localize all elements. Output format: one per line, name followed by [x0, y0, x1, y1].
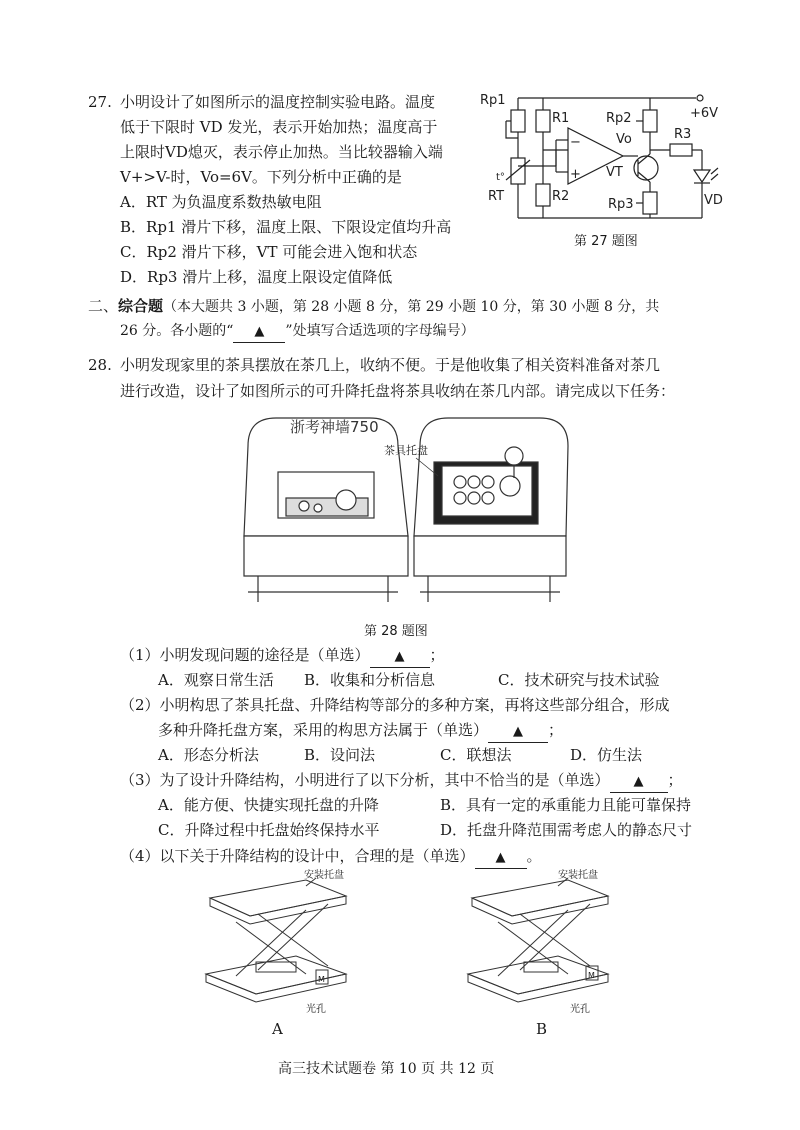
- label-r3: R3: [674, 127, 692, 142]
- label-rp2: Rp2: [606, 111, 632, 126]
- q28-sub1-option-a: A．观察日常生活: [158, 671, 274, 689]
- q28-sub2-stem-line-1: （2）小明构思了茶具托盘、升降结构等部分的多种方案，再将这些部分组合，形成: [120, 696, 670, 714]
- label-vcc: +6V: [690, 106, 719, 121]
- lift-mechanism-a: [196, 866, 356, 1014]
- q28-number: 28.: [88, 356, 112, 374]
- section-number: 二、: [88, 297, 119, 315]
- q28-sub4-stem: （4）以下关于升降结构的设计中，合理的是（单选） ▲ 。: [120, 846, 542, 869]
- label-minus: −: [570, 135, 581, 150]
- q28-sub3-option-c: C．升降过程中托盘始终保持水平: [158, 821, 380, 839]
- q27-stem-line-2: 低于下限时 VD 发光，表示开始加热；温度高于: [120, 118, 438, 136]
- label-rp3: Rp3: [608, 197, 634, 212]
- figure-watermark: 浙考神墙750: [290, 418, 379, 436]
- q27-stem-line-1: 小明设计了如图所示的温度控制实验电路。温度: [120, 93, 436, 111]
- q28-stem-line-2: 进行改造，设计了如图所示的可升降托盘将茶具收纳在茶几内部。请完成以下任务：: [120, 382, 676, 400]
- q28-figure-caption: 第 28 题图: [364, 624, 428, 639]
- q28-sub2-stem-line-2: 多种升降托盘方案，采用的构思方法属于（单选） ▲ ；: [158, 720, 563, 743]
- label-hole-b: 光孔: [570, 1004, 590, 1014]
- label-r2: R2: [552, 189, 570, 204]
- label-vo: Vo: [616, 132, 632, 147]
- q28-tea-table-figure: [238, 406, 570, 614]
- section-title: 综合题: [118, 297, 164, 315]
- label-motor-a: M: [318, 975, 325, 984]
- q28-sub3-option-d: D．托盘升降范围需考虑人的静态尺寸: [440, 821, 693, 839]
- q27-option-c: C．Rp2 滑片下移，VT 可能会进入饱和状态: [120, 243, 418, 261]
- lift-option-b: B: [536, 1020, 548, 1038]
- lift-option-a: A: [272, 1020, 283, 1038]
- q28-sub1-option-c: C．技术研究与技术试验: [498, 671, 660, 689]
- q27-circuit-diagram: [478, 88, 738, 228]
- label-vt: VT: [606, 165, 623, 180]
- label-t: t°: [496, 172, 505, 183]
- q28-sub3-option-a: A．能方便、快捷实现托盘的升降: [158, 796, 379, 814]
- label-install-tray-a: 安装托盘: [304, 870, 344, 881]
- lift-mechanism-b: [458, 866, 618, 1014]
- label-rt: RT: [488, 189, 505, 204]
- q27-stem-line-3: 上限时VD熄灭，表示停止加热。当比较器输入端: [120, 143, 443, 161]
- section-blank-mark: ▲: [233, 322, 285, 343]
- q28-sub2-option-b: B．设问法: [304, 746, 376, 764]
- section-heading-line-2: 26 分。各小题的“ ▲ ”处填写合适选项的字母编号）: [120, 321, 475, 343]
- q28-sub2-option-c: C．联想法: [440, 746, 512, 764]
- q28-sub1-stem: （1）小明发现问题的途径是（单选） ▲ ；: [120, 645, 445, 668]
- q27-option-a: A．RT 为负温度系数热敏电阻: [120, 193, 322, 211]
- label-motor-b: M: [588, 971, 595, 980]
- label-r1: R1: [552, 111, 570, 126]
- q27-number: 27.: [88, 93, 112, 111]
- q27-figure-caption: 第 27 题图: [574, 234, 638, 249]
- q28-sub2-option-a: A．形态分析法: [158, 746, 259, 764]
- q27-stem-line-4: V+>V-时，Vo=6V。下列分析中正确的是: [120, 168, 402, 186]
- label-hole-a: 光孔: [306, 1004, 326, 1014]
- q28-sub2-blank: ▲: [488, 722, 548, 743]
- q28-sub1-blank: ▲: [370, 647, 430, 668]
- q27-option-d: D．Rp3 滑片上移，温度上限设定值降低: [120, 268, 393, 286]
- label-plus: +: [570, 167, 581, 182]
- q28-sub3-stem: （3）为了设计升降结构，小明进行了以下分析，其中不恰当的是（单选） ▲ ；: [120, 770, 683, 793]
- label-vd: VD: [704, 193, 723, 208]
- tray-label: 茶具托盘: [384, 444, 428, 457]
- q28-sub4-blank: ▲: [475, 848, 527, 869]
- label-install-tray-b: 安装托盘: [558, 870, 598, 881]
- section-heading: [88, 296, 659, 317]
- section-rules: （本大题共 3 小题，第 28 小题 8 分，第 29 小题 10 分，第 30 小题 8 分，共: [163, 299, 660, 315]
- q28-sub1-option-b: B．收集和分析信息: [304, 671, 436, 689]
- q27-option-b: B．Rp1 滑片下移，温度上限、下限设定值均升高: [120, 218, 452, 236]
- page-footer: 高三技术试题卷 第 10 页 共 12 页: [278, 1061, 495, 1077]
- label-rp1: Rp1: [480, 93, 506, 108]
- q28-stem-line-1: 小明发现家里的茶具摆放在茶几上，收纳不便。于是他收集了相关资料准备对茶几: [120, 356, 661, 374]
- q28-sub2-option-d: D．仿生法: [570, 746, 643, 764]
- q28-sub3-option-b: B．具有一定的承重能力且能可靠保持: [440, 796, 692, 814]
- q28-sub3-blank: ▲: [610, 772, 668, 793]
